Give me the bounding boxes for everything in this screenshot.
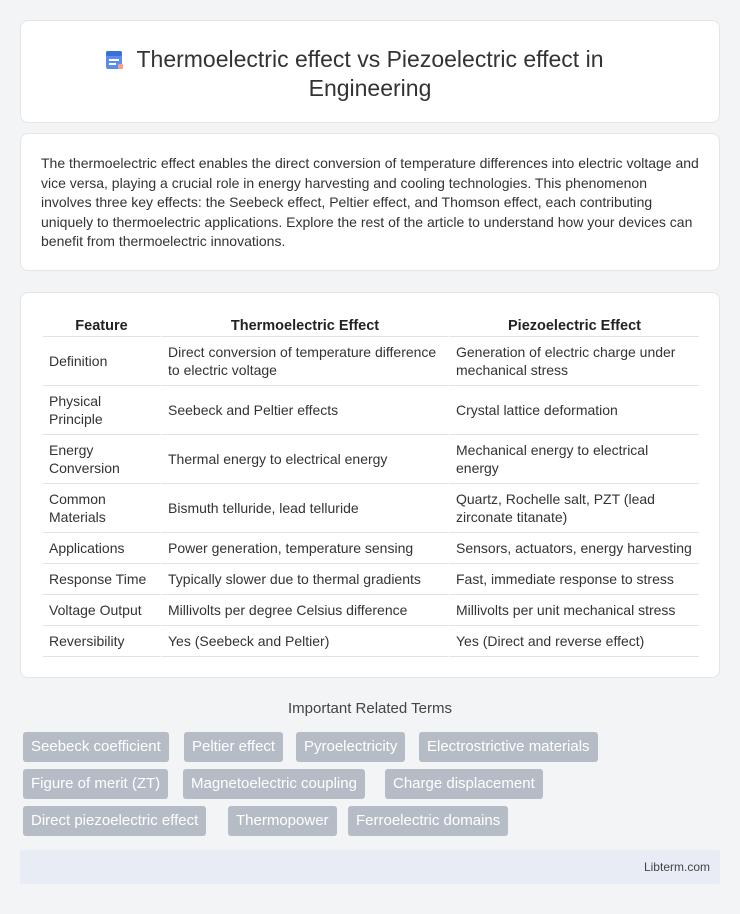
intro-card [20,133,720,271]
table-row [43,337,699,386]
table-row [43,564,699,595]
term-tag[interactable]: Electrostrictive materials [419,732,598,762]
table-cell: Millivolts per unit mechanical stress [448,595,699,626]
table-header-row [43,315,699,337]
table-row [43,595,699,626]
table-cell: Sensors, actuators, energy harvesting [448,533,699,564]
term-tag[interactable]: Figure of merit (ZT) [23,769,168,799]
related-terms-title: Important Related Terms [288,700,452,717]
term-tag[interactable]: Charge displacement [385,769,543,799]
table-cell: Thermal energy to electrical energy [160,435,448,484]
table-cell: Yes (Seebeck and Peltier) [160,626,448,657]
table-row [43,626,699,657]
term-tag[interactable]: Peltier effect [184,732,283,762]
header-feature: Feature [43,315,160,337]
intro-paragraph: The thermoelectric effect enables the direct conversion of temperature differences into electric voltage and vice versa, playing a crucial role in energy harvesting and cooling technologies. This phenomenon involves three key effects: the Seebeck effect, Peltier effect, and Thomson effect, each contributing uniquely to thermoelectric applications. Explore the rest of the article to understand how your devices can benefit from thermoelectric innovations. [41,155,699,249]
table-cell: Applications [43,533,160,564]
term-tag[interactable]: Direct piezoelectric effect [23,806,206,836]
footer-site-link[interactable]: Libterm.com [643,860,710,874]
table-cell: Energy Conversion [43,435,160,484]
term-tag[interactable]: Ferroelectric domains [348,806,508,836]
page-title: Thermoelectric effect vs Piezoelectric effect in Engineering [136,46,604,101]
table-cell: Seebeck and Peltier effects [160,386,448,435]
header-card [20,20,720,123]
table-cell: Quartz, Rochelle salt, PZT (lead zirconate titanate) [448,484,699,533]
table-row [43,435,699,484]
term-tag[interactable]: Thermopower [228,806,337,836]
table-cell: Common Materials [43,484,160,533]
table-cell: Generation of electric charge under mechanical stress [448,337,699,386]
table-cell: Direct conversion of temperature difference to electric voltage [160,337,448,386]
table-cell: Definition [43,337,160,386]
table-row [43,533,699,564]
header-piezoelectric: Piezoelectric Effect [448,315,699,337]
term-tag[interactable]: Magnetoelectric coupling [183,769,365,799]
table-cell: Response Time [43,564,160,595]
table-cell: Power generation, temperature sensing [160,533,448,564]
table-cell: Voltage Output [43,595,160,626]
footer [20,850,720,884]
table-cell: Bismuth telluride, lead telluride [160,484,448,533]
table-cell: Physical Principle [43,386,160,435]
header-thermoelectric: Thermoelectric Effect [160,315,448,337]
table-row [43,484,699,533]
term-tag[interactable]: Seebeck coefficient [23,732,169,762]
table-cell: Fast, immediate response to stress [448,564,699,595]
table-cell: Mechanical energy to electrical energy [448,435,699,484]
table-cell: Millivolts per degree Celsius difference [160,595,448,626]
table-cell: Crystal lattice deformation [448,386,699,435]
comparison-table [43,315,699,657]
table-cell: Yes (Direct and reverse effect) [448,626,699,657]
term-tag[interactable]: Pyroelectricity [296,732,405,762]
comparison-table-card [20,292,720,678]
table-cell: Typically slower due to thermal gradients [160,564,448,595]
table-cell: Reversibility [43,626,160,657]
table-row [43,386,699,435]
